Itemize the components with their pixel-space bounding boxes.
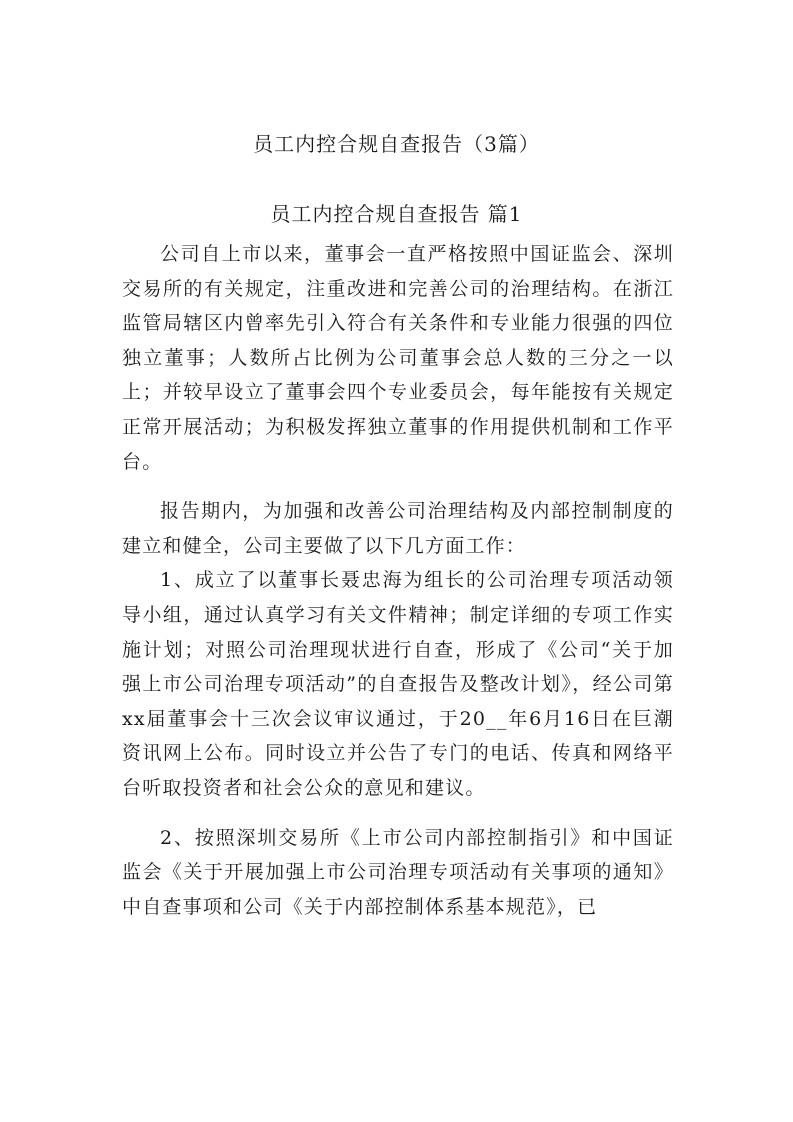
paragraph: 2、按照深圳交易所《上市公司内部控制指引》和中国证监会《关于开展加强上市公司治理专项活动有关事项的通知》中自查事项和公司《关于内部控制体系基本规范》，已 bbox=[122, 826, 674, 918]
document-title: 员工内控合规自查报告（3篇） bbox=[253, 132, 540, 156]
paragraph: 1、成立了以董事长聂忠海为组长的公司治理专项活动领导小组，通过认真学习有关文件精神；制定详细的专项工作实施计划；对照公司治理现状进行自查，形成了《公司“关于加强上市公司治理专项活动”的自查报告及整改计划》，经公司第xx届董事会十三次会议审议通过，于20__年6月16日在巨潮资讯网上公布。同时设立并公告了专门的电话、传真和网络平台听取投资者和社会公众的意见和建议。 bbox=[122, 569, 674, 799]
section-title: 员工内控合规自查报告 篇1 bbox=[270, 202, 523, 226]
document-body bbox=[122, 237, 674, 924]
paragraph: 报告期内，为加强和改善公司治理结构及内部控制制度的建立和健全，公司主要做了以下几方面工作： bbox=[122, 500, 674, 557]
paragraph: 公司自上市以来，董事会一直严格按照中国证监会、深圳交易所的有关规定，注重改进和完善公司的治理结构。在浙江监管局辖区内曾率先引入符合有关条件和专业能力很强的四位独立董事；人数所占比例为公司董事会总人数的三分之一以上；并较早设立了董事会四个专业委员会，每年能按有关规定正常开展活动；为积极发挥独立董事的作用提供机制和工作平台。 bbox=[122, 243, 674, 473]
